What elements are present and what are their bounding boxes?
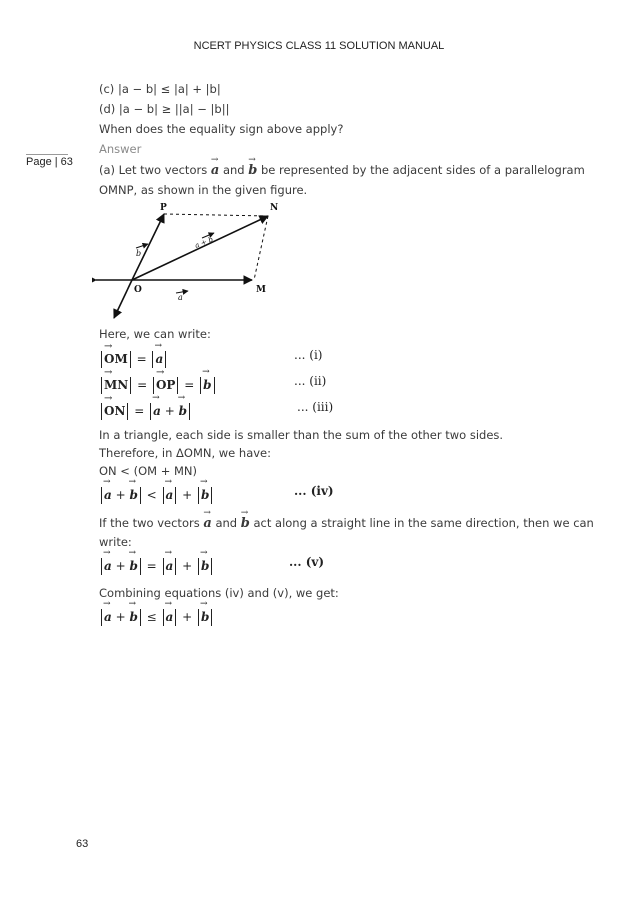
intro-text-1: (a) Let two vectors [99,163,211,177]
page-header: NCERT PHYSICS CLASS 11 SOLUTION MANUAL [193,40,445,52]
eq5-a2: → a [166,555,174,573]
intro-line-1 [99,163,585,178]
eq4-a1: → a [104,484,112,502]
inequality-statement: ON < (OM + MN) [99,464,198,478]
page-tag-divider [26,154,68,155]
eq4-b1: → b [129,484,137,502]
eq4-b2: → b [201,484,209,502]
straight-vec-b: → b [241,516,250,531]
page-number: 63 [76,838,89,850]
therefore-statement: Therefore, in ΔOMN, we have: [99,446,272,460]
eq5-b1: → b [129,555,137,573]
eq5-a1: → a [104,555,112,573]
eq3-b: → b [179,400,187,418]
nm-dashed [254,216,268,280]
straight-text-2: and [211,516,241,530]
eq6-a1: → a [104,606,112,624]
op-extension [114,280,132,318]
eq1-a: → a [155,348,163,366]
intro-text-2: and [219,163,249,177]
write-label: Here, we can write: [99,327,211,341]
intro-line-2: OMNP, as shown in the given figure. [99,183,308,197]
answer-label: Answer [99,142,142,156]
b-small-arrow [136,244,148,248]
eq3-tag: ... (iii) [297,400,334,414]
equation-3: → ON = → a + → b ... (iii) [99,400,359,420]
vector-a-symbol: → a [211,163,219,178]
equation-6: → a + → b ≤ → a + → b [99,606,299,626]
label-b: b [136,249,142,258]
straight-text-3: act along a straight line in the same direction, then we can [249,516,594,530]
page-tag: Page | 63 [26,156,73,168]
question-prompt: When does the equality sign above apply? [99,122,344,136]
eq2-mn: → MN [104,374,128,392]
eq1-om: → OM [104,348,128,366]
equation-5: → a + → b = → a + → b ... (v) [99,555,359,575]
label-m: M [256,285,266,295]
eq4-tag: ... (iv) [294,484,334,498]
eq6-b2: → b [201,606,209,624]
label-o: O [134,285,142,295]
equation-2: → MN = → OP = → b ... (ii) [99,374,359,394]
label-n: N [270,203,279,213]
vector-b-symbol: → b [248,163,257,178]
combining-statement: Combining equations (iv) and (v), we get: [99,586,339,600]
eq6-b1: → b [129,606,137,624]
label-a-plus-b: a + b [193,235,215,250]
eq3-on: → ON [104,400,125,418]
parallelogram-figure [92,200,282,320]
question-c: (c) |a − b| ≤ |a| + |b| [99,82,221,96]
straight-vec-a: → a [203,516,211,531]
eq2-tag: ... (ii) [294,374,327,388]
label-a: a [178,293,183,302]
eq3-a: → a [153,400,161,418]
eq1-tag: ... (i) [294,348,323,362]
eq5-tag: ... (v) [289,555,325,569]
equation-1: → OM = → a ... (i) [99,348,359,368]
pn-dashed [164,214,268,216]
eq2-op: → OP [156,374,175,392]
label-p: P [160,203,167,213]
triangle-statement: In a triangle, each side is smaller than the sum of the other two sides. [99,428,504,442]
op-line [132,214,164,280]
question-d: (d) |a − b| ≥ ||a| − |b|| [99,102,230,116]
intro-text-3: be represented by the adjacent sides of a parallelogram [257,163,585,177]
eq5-b2: → b [201,555,209,573]
eq2-b: → b [203,374,211,392]
equation-4: → a + → b < → a + → b ... (iv) [99,484,359,504]
eq6-a2: → a [166,606,174,624]
eq4-a2: → a [166,484,174,502]
straight-text-1: If the two vectors [99,516,204,530]
straight-line-statement [99,516,594,531]
write-label-2: write: [99,535,132,549]
